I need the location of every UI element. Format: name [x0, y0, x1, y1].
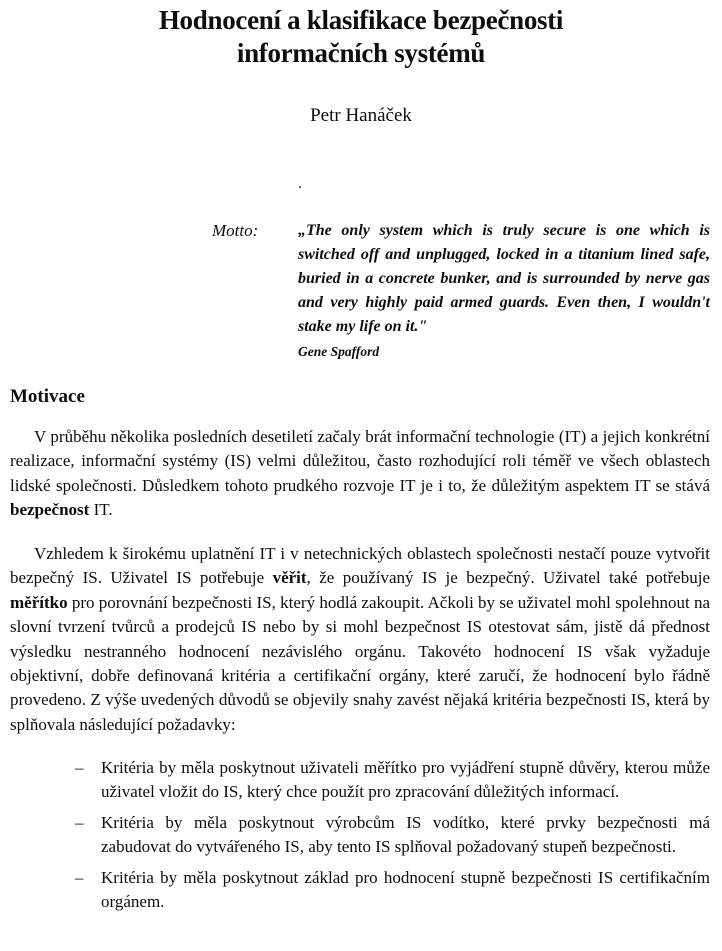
- paragraph-1: [10, 425, 710, 523]
- list-item: [0, 811, 722, 859]
- motto-label: Motto:: [212, 221, 259, 240]
- list-dash: –: [75, 813, 84, 832]
- list-item-text: Kritéria by měla poskytnout výrobcům IS vodítko, které prvky bezpečnosti má zabudovat do vytvářeného IS, aby tento IS splňoval požadovaný stupeň bezpečnosti.: [101, 813, 710, 856]
- list-item: [0, 866, 722, 914]
- author-name: Petr Hanáček: [310, 105, 412, 126]
- paragraph-2-text-a: Vzhledem k širokému uplatnění IT i v netechnických oblastech společnosti nestačí pouze vytvořit bezpečný IS. Uživatel IS potřebuje: [10, 544, 710, 588]
- document-title: [0, 4, 722, 70]
- list-item-text: Kritéria by měla poskytnout základ pro hodnocení stupně bezpečnosti IS certifikačním orgánem.: [101, 868, 710, 911]
- list-dash: –: [75, 868, 84, 887]
- motto-attribution: Gene Spafford: [298, 344, 380, 359]
- scan-speck: [299, 186, 301, 188]
- paragraph-2-emphasis-1: věřit: [272, 568, 307, 588]
- list-item: [0, 756, 722, 804]
- paragraph-1-text-a: V průběhu několika posledních desetiletí začaly brát informační technologie (IT) a jejich konkrétní realizace, informační systémy (IS) velmi důležitou, často rozhodující roli téměř ve všech oblastech lidské společnosti. Důsledkem tohoto prudkého rozvoje IT je i to, že důležitým aspektem IT se stává: [10, 427, 710, 495]
- paragraph-2: [10, 542, 710, 737]
- paragraph-2-text-c: pro porovnání bezpečnosti IS, který hodlá zakoupit. Ačkoli by se uživatel mohl spolehnout na slovní tvrzení tvůrců a prodejců IS nebo by si mohl bezpečnost IS otestovat sám, jistě dá přednost výsledku nestranného hodnocení nezávislého orgánu. Takovéto hodnocení IS však vyžaduje objektivní, dobře definovaná kritéria a certifikační orgány, které zaručí, že hodnocení bylo řádně provedeno. Z výše uvedených důvodů se objevily snahy zavést nějaká kritéria bezpečnosti IS, která by splňovala následující požadavky:: [10, 592, 710, 734]
- paragraph-1-text-b: IT.: [89, 500, 113, 520]
- paragraph-1-emphasis: bezpečnost: [10, 500, 90, 520]
- title-line-2: informačních systémů: [236, 38, 486, 68]
- paragraph-2-text-b: , že používaný IS je bezpečný. Uživatel také potřebuje: [306, 568, 710, 588]
- section-heading: Motivace: [10, 386, 85, 407]
- list-dash: –: [75, 758, 84, 777]
- paragraph-2-emphasis-2: měřítko: [10, 592, 68, 612]
- list-item-text: Kritéria by měla poskytnout uživateli měřítko pro vyjádření stupně důvěry, kterou může uživatel vložit do IS, který chce použít pro zpracování důležitých informací.: [101, 758, 710, 801]
- title-line-1: Hodnocení a klasifikace bezpečnosti: [158, 5, 564, 35]
- motto-quote: „The only system which is truly secure is one which is switched off and unplugged, locked in a titanium lined safe, buried in a concrete bunker, and is surrounded by nerve gas and very highly paid armed guards. Even then, I wouldn't stake my life on it.": [298, 222, 710, 335]
- requirements-list: [0, 756, 722, 921]
